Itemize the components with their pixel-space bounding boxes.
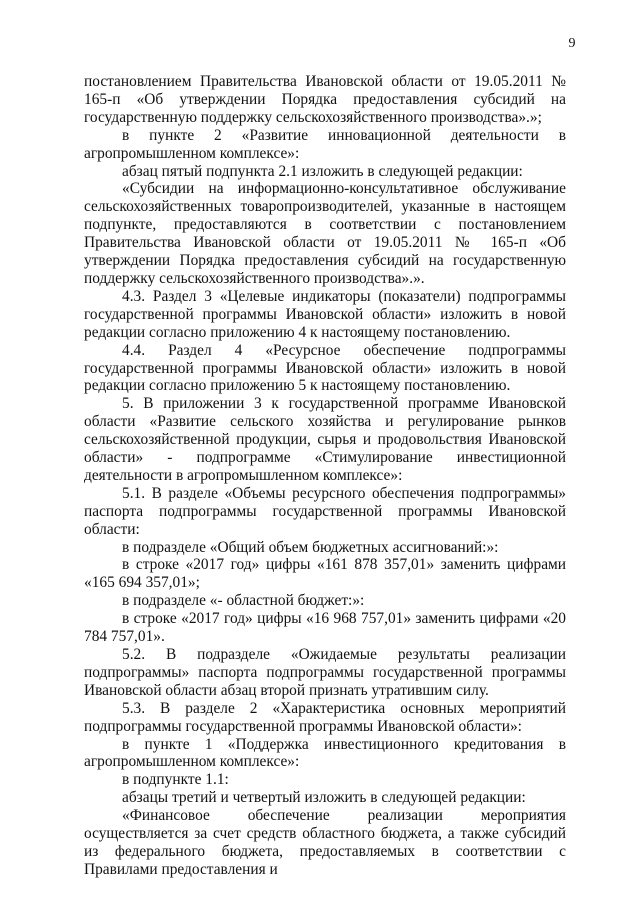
paragraph: «Финансовое обеспечение реализации мероприятия осуществляется за счет средств областного бюджета, а также субсидий из федерального бюджета, предоставляемых в соответствии с Правилами предоставления и (84, 807, 566, 878)
paragraph: абзацы третий и четвертый изложить в следующей редакции: (122, 789, 526, 807)
document-body (84, 73, 566, 879)
paragraph: 5.3. В разделе 2 «Характеристика основных мероприятий подпрограммы государственной программы Ивановской области»: (84, 699, 566, 735)
paragraph: 4.4. Раздел 4 «Ресурсное обеспечение подпрограммы государственной программы Ивановской области» изложить в новой редакции согласно приложению 5 к настоящему постановлению. (84, 341, 566, 395)
paragraph: в подразделе «Общий объем бюджетных ассигнований:»: (122, 538, 499, 556)
paragraph: в пункте 1 «Поддержка инвестиционного кредитования в агропромышленном комплексе»: (84, 735, 566, 771)
paragraph: в подпункте 1.1: (122, 771, 229, 789)
paragraph: 5.1. В разделе «Объемы ресурсного обеспечения подпрограммы» паспорта подпрограммы государственной программы Ивановской области: (84, 484, 566, 538)
page-number: 9 (568, 36, 576, 51)
paragraph: «Субсидии на информационно-консультативное обслуживание сельскохозяйственных товаропроизводителей, указанные в настоящем подпункте, предоставляются в соответствии с постановлением Правительства Ивановской области от 19.05.2011 № 165-п «Об утверждении Порядка предоставления субсидий на государственную поддержку сельскохозяйственного производства».». (84, 180, 566, 287)
paragraph: в строке «2017 год» цифры «161 878 357,01» заменить цифрами «165 694 357,01»; (84, 556, 566, 592)
paragraph: в строке «2017 год» цифры «16 968 757,01» заменить цифрами «20 784 757,01». (84, 610, 566, 646)
paragraph: 4.3. Раздел 3 «Целевые индикаторы (показатели) подпрограммы государственной программы Ивановской области» изложить в новой редакции согласно приложению 4 к настоящему постановлению. (84, 287, 566, 341)
paragraph: постановлением Правительства Ивановской области от 19.05.2011 № 165-п «Об утверждении Порядка предоставления субсидий на государственную поддержку сельскохозяйственного производства».»; (84, 73, 566, 126)
paragraph: 5.2. В подразделе «Ожидаемые результаты реализации подпрограммы» паспорта подпрограммы государственной программы Ивановской области абзац второй признать утратившим силу. (84, 646, 566, 699)
paragraph: в подразделе «- областной бюджет:»: (122, 592, 365, 610)
paragraph: 5. В приложении 3 к государственной программе Ивановской области «Развитие сельского хозяйства и регулирование рынков сельскохозяйственной продукции, сырья и продовольствия Ивановской области» - подпрограмме «Стимулирование инвестиционной деятельности в агропромышленном комплексе»: (84, 395, 566, 484)
paragraph: абзац пятый подпункта 2.1 изложить в следующей редакции: (122, 162, 523, 180)
paragraph: в пункте 2 «Развитие инновационной деятельности в агропромышленном комплексе»: (84, 126, 566, 162)
